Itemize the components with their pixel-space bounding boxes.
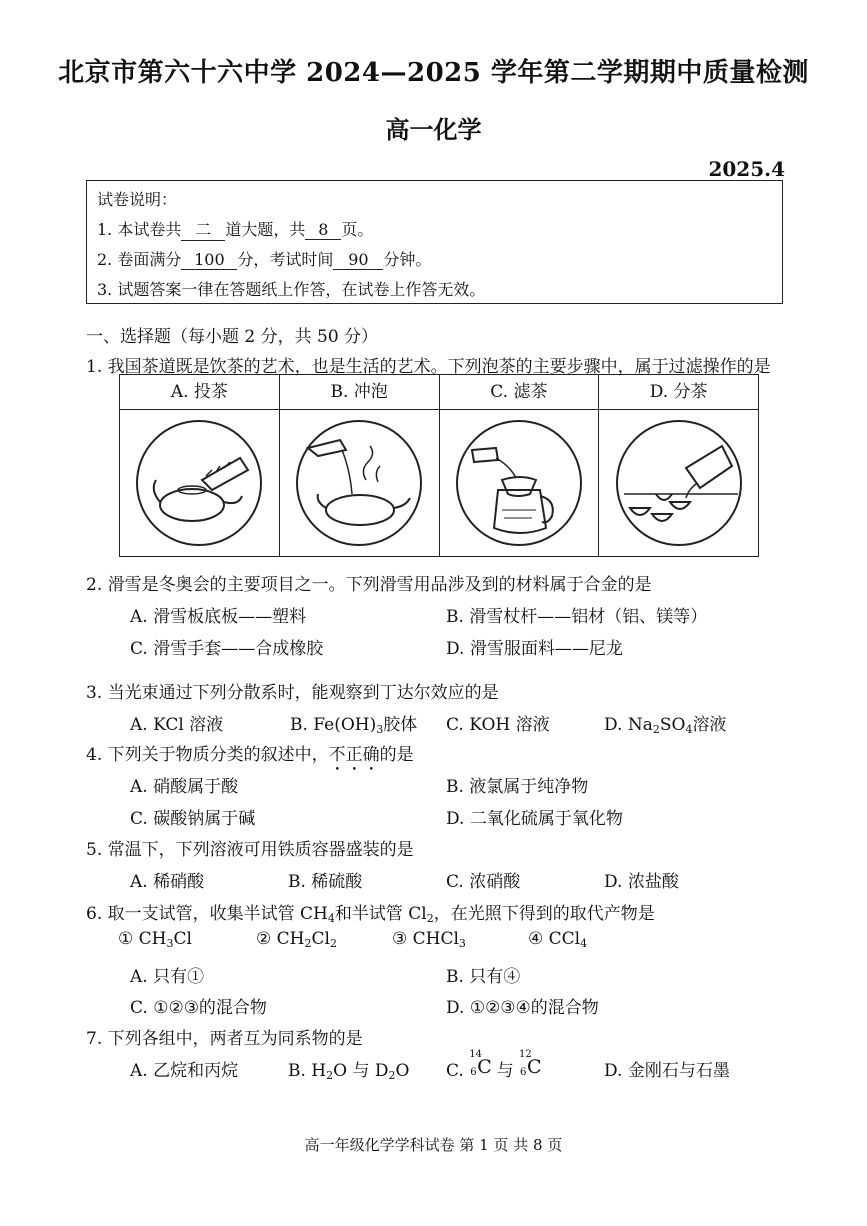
tea-steps-table — [119, 374, 759, 557]
question-6-item-4: ④ CCl$_4$ — [528, 929, 588, 950]
question-1-stem: 1. 我国茶道既是饮茶的艺术，也是生活的艺术。下列泡茶的主要步骤中，属于过滤操作的是 — [86, 357, 771, 377]
question-5-option-a: A. 稀硝酸 — [130, 872, 205, 892]
question-6-item-1: ① $CH_3Cl$ — [118, 929, 192, 950]
question-5-option-b: B. 稀硫酸 — [288, 872, 363, 892]
instruction-line-2: 2. 卷面满分 100 分，考试时间 90 分钟。 — [97, 250, 432, 269]
instruction-line-3: 3. 试题答案一律在答题纸上作答，在试卷上作答无效。 — [97, 280, 486, 299]
carbon-14-isotope: 14 6 C — [469, 1049, 492, 1078]
question-4-option-c: C. 碳酸钠属于碱 — [130, 809, 256, 829]
page-footer: 高一年级化学学科试卷 第 1 页 共 8 页 — [304, 1136, 563, 1154]
question-7-option-b: B. $H_2O$ 与 $D_2O$ — [288, 1061, 410, 1082]
page-count-value: 8 — [305, 220, 341, 240]
section-heading: 一、选择题（每小题 2 分，共 50 分） — [86, 327, 379, 347]
question-7-option-a: A. 乙烷和丙烷 — [130, 1061, 239, 1081]
instructions-heading: 试卷说明： — [97, 190, 178, 209]
question-6-option-c: C. ①②③的混合物 — [130, 998, 267, 1018]
tea-step-a-label: A. 投茶 — [120, 375, 279, 410]
tea-step-a — [120, 375, 280, 557]
teapot-brewing-illustration — [280, 410, 439, 556]
carbon-12-isotope: 12 6 C — [519, 1049, 542, 1078]
question-7-stem: 7. 下列各组中，两者互为同系物的是 — [86, 1029, 363, 1049]
full-score-value: 100 — [181, 250, 237, 270]
question-2-option-a: A. 滑雪板底板——塑料 — [130, 607, 307, 627]
question-6-stem: 6. 取一支试管，收集半试管 $CH_4$和半试管 $Cl_2$，在光照下得到的取代产物是 — [86, 904, 655, 925]
tea-step-b-label: B. 冲泡 — [280, 375, 439, 410]
question-6-option-a: A. 只有① — [130, 967, 205, 987]
question-5-stem: 5. 常温下，下列溶液可用铁质容器盛装的是 — [86, 840, 414, 860]
question-5-option-d: D. 浓盐酸 — [604, 872, 679, 892]
question-3-option-d: D. $Na_2SO_4$溶液 — [604, 715, 727, 736]
question-2-option-b: B. 滑雪杖杆——铝材（铝、镁等） — [446, 607, 708, 627]
exam-date: 2025.4 — [708, 157, 785, 181]
question-3-option-a: A. KCl 溶液 — [130, 715, 224, 735]
tea-step-c — [439, 375, 599, 557]
exam-subject: 高一化学 — [385, 115, 482, 144]
question-4-option-d: D. 二氧化硫属于氧化物 — [446, 809, 623, 829]
question-3-option-c: C. KOH 溶液 — [446, 715, 550, 735]
question-3-stem: 3. 当光束通过下列分散系时，能观察到丁达尔效应的是 — [86, 683, 499, 703]
question-4-option-a: A. 硝酸属于酸 — [130, 777, 239, 797]
question-4-option-b: B. 液氯属于纯净物 — [446, 777, 589, 797]
exam-title: 北京市第六十六中学 2024—2025 学年第二学期期中质量检测 — [58, 58, 809, 88]
instruction-line-1: 1. 本试卷共 二 道大题，共 8 页。 — [97, 217, 373, 241]
tea-step-b — [279, 375, 439, 557]
question-2-option-c: C. 滑雪手套——合成橡胶 — [130, 639, 324, 659]
question-6-option-b: B. 只有④ — [446, 967, 521, 987]
tea-serving-cups-illustration — [599, 410, 758, 556]
instructions-box — [86, 180, 783, 304]
tea-filtering-illustration — [440, 410, 599, 556]
question-2-stem: 2. 滑雪是冬奥会的主要项目之一。下列滑雪用品涉及到的材料属于合金的是 — [86, 575, 652, 595]
tea-step-d-label: D. 分茶 — [599, 375, 758, 410]
tea-step-d — [599, 375, 759, 557]
question-5-option-c: C. 浓硝酸 — [446, 872, 521, 892]
question-6-option-d: D. ①②③④的混合物 — [446, 998, 599, 1018]
exam-time-value: 90 — [333, 250, 383, 270]
question-2-option-d: D. 滑雪服面料——尼龙 — [446, 639, 623, 659]
question-6-item-3: ③ CHCl$_3$ — [392, 929, 466, 950]
question-4-stem: 4. 下列关于物质分类的叙述中，不正确的是 — [86, 745, 414, 765]
tea-step-c-label: C. 滤茶 — [440, 375, 599, 410]
question-7-option-d: D. 金刚石与石墨 — [604, 1061, 730, 1081]
emphasis-not-correct: 不正确 — [328, 745, 380, 765]
question-count-value: 二 — [181, 217, 225, 241]
question-3-option-b: B. $Fe(OH)_3$胶体 — [290, 715, 418, 736]
question-7-option-c: C. 14 6 C 与 12 6 C — [446, 1049, 542, 1081]
teapot-adding-tea-illustration — [120, 410, 279, 556]
question-6-item-2: ② $CH_2Cl_2$ — [256, 929, 337, 950]
